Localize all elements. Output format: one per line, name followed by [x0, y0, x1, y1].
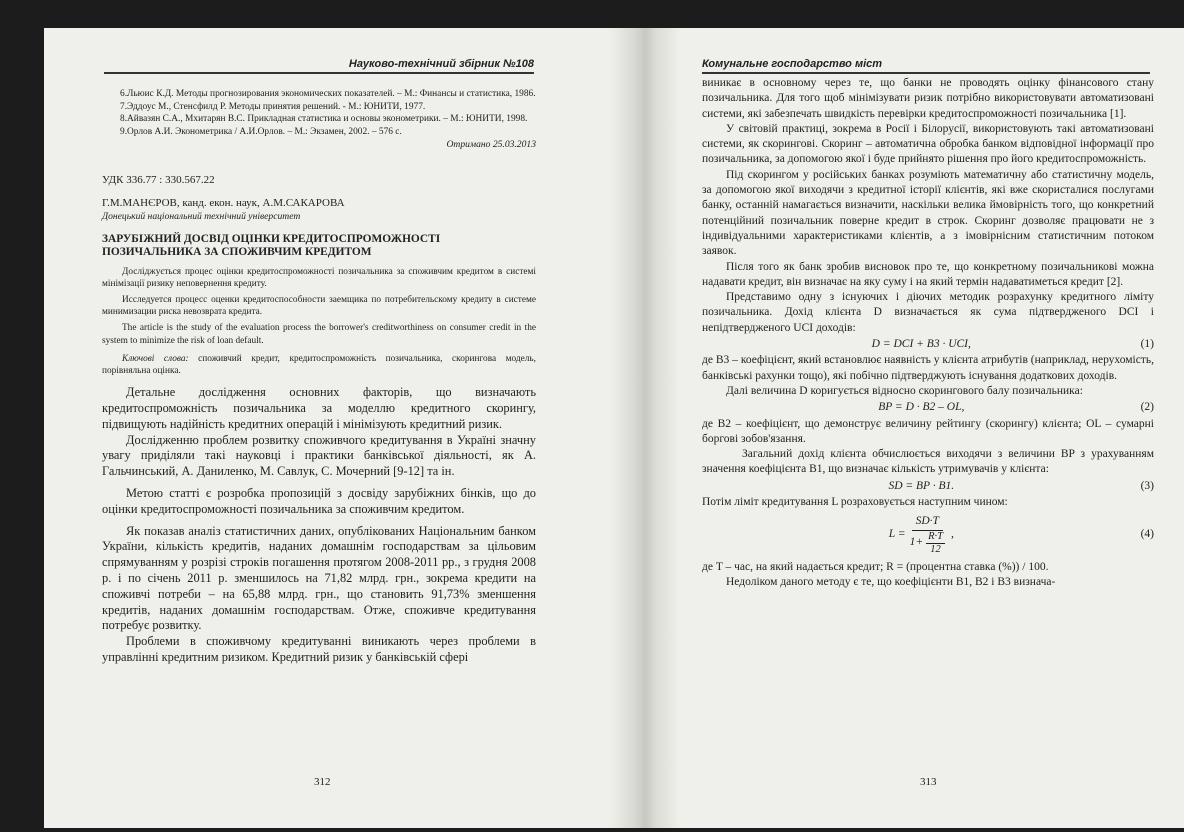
equation-4-inner-numerator: R·T	[928, 530, 943, 542]
equation-3-number: (3)	[1140, 479, 1154, 492]
equation-4-body	[702, 514, 1141, 555]
paragraph: Під скорингом у російських банках розуміють математичну або статистичну модель, за допомогою якої виходячи з кредитної історії клієнтів, які вже скористалися послугами банку, останній намагається визначити, наскільки велика ймовірність того, що конкретний потенційний позичальник поверне кредит в строк. Скоринг дозволяє працювати не з індивідуальними характеристиками клієнтів, а з імовірнісним статистичним потоком заявок.	[702, 168, 1154, 258]
reference-item: 7.Эддоус М., Стенсфилд Р. Методы принятия решений. - М.: ЮНИТИ, 1977.	[120, 101, 426, 112]
book-spine	[610, 28, 680, 828]
left-page-content	[102, 88, 536, 666]
reference-item: 6.Льюис К.Д. Методы прогнозирования экономических показателей. – М.: Финансы и статистика, 1986.	[120, 89, 536, 99]
reference-item: 9.Орлов А.И. Эконометрика / А.И.Орлов. – М.: Экзамен, 2002. – 576 с.	[120, 126, 402, 137]
equation-3-body: SD = BP · B1.	[888, 479, 955, 492]
paragraph: Загальний дохід клієнта обчислюється виходячи з величини BP з урахуванням значення коефіцієнта B1, що визначає кількість утримувачів у клієнта:	[702, 448, 1154, 476]
paragraph: де B2 – коефіцієнт, що демонструє величину рейтингу (скорингу) клієнта; OL – сумарні боргові зобов'язання.	[702, 417, 1154, 445]
keywords-text: споживчий кредит, кредитоспроможність позичальника, скорингова модель, порівняльна оцінка.	[102, 353, 536, 376]
abstract-uk: Досліджується процес оцінки кредитоспроможності позичальника за споживчим кредитом в системі мінімізації ризику неповернення кредиту.	[102, 266, 536, 289]
right-page-content	[702, 76, 1154, 590]
equation-4-denominator	[910, 531, 945, 556]
left-body-text	[102, 385, 536, 666]
page-number-right: 313	[920, 776, 937, 788]
paragraph: Потім ліміт кредитування L розраховується наступним чином:	[702, 496, 1008, 509]
right-page-header: Комунальне господарство міст	[702, 58, 1150, 74]
equation-4-lhs: L =	[888, 528, 906, 541]
abstract-ru: Исследуется процесс оценки кредитоспособности заемщика по потребительскому кредиту в системе минимизации риска невозврата кредита.	[102, 294, 536, 318]
paragraph: Як показав аналіз статистичних даних, опублікованих Національним банком України, кількість кредитів, наданих домашнім господарствам за цільовим спрямуванням у розрізі строків погашення протягом 2008-2011 рр., з грудня 2008 р. і по січень 2011 р. зменшилось на 71,82 млрд. грн., зокрема кредити на споживчі потреби – на 65,88 млрд. грн., що становить 91,73% зменшення кредитів, наданих домашнім господарствам. Отже, споживче кредитування потребує розвитку.	[102, 523, 536, 633]
equation-2-number: (2)	[1140, 401, 1154, 414]
udc-code: УДК 336.77 : 330.567.22	[102, 173, 215, 186]
equation-4-numerator: SD·T	[912, 514, 943, 530]
left-page	[44, 28, 610, 828]
equation-1-body: D = DCI + B3 · UCI,	[871, 338, 971, 351]
reference-item: 8.Айвазян С.А., Мхитарян В.С. Прикладная статистика и основы эконометрики. – М.: ЮНИТИ, 1998.	[120, 114, 528, 125]
paragraph: Дослідженню проблем розвитку споживчого кредитування в Україні значну увагу приділяли такі науковці і практики банківської діяльності, як А. Гальчинський, А. Даниленко, М. Савлук, С. Мочерний [9-12] та ін.	[102, 432, 536, 479]
abstract-en: The article is the study of the evaluation process the borrower's creditworthiness on consumer credit in the system to minimize the risk of loan default.	[102, 323, 536, 346]
equation-4-number: (4)	[1140, 528, 1154, 541]
equation-4-inner-denominator: 12	[930, 543, 941, 555]
equation-4-inner-fraction	[926, 531, 945, 556]
paragraph: Представимо одну з існуючих і діючих методик розрахунку кредитного ліміту позичальника. Дохід клієнта D визначається як сума підтвердженого DCI і непідтвердженого UCI доходів:	[702, 291, 1154, 334]
equation-4-fraction	[910, 514, 945, 555]
equation-4-one-plus: 1+	[909, 536, 924, 549]
keywords	[102, 353, 536, 377]
article-title: ЗАРУБІЖНИЙ ДОСВІД ОЦІНКИ КРЕДИТОСПРОМОЖНОСТІ ПОЗИЧАЛЬНИКА ЗА СПОЖИВЧИМ КРЕДИТОМ	[102, 232, 441, 259]
equation-2-body: BP = D · B2 – OL,	[878, 401, 965, 414]
paragraph: де B3 – коефіцієнт, який встановлює наявність у клієнта атрибутів (наприклад, нерухомість, банківські рахунки тощо), які побічно підтверджують існування додаткових доходів.	[702, 354, 1154, 382]
paragraph: Після того як банк зробив висновок про те, що конкретному позичальникові можна надавати кредит, він визначає на яку суму і на який термін надаватиметься кредит [2].	[702, 260, 1154, 288]
paragraph: де T – час, на який надається кредит; R = (процентна ставка (%)) / 100.	[702, 560, 1049, 573]
affiliation: Донецький національний технічний університет	[102, 211, 301, 223]
equation-2	[702, 400, 1154, 415]
paragraph: Проблеми в споживчому кредитуванні виникають через проблеми в управлінні кредитним ризиком. Кредитний ризик у банківській сфері	[102, 634, 536, 664]
paragraph: У світовій практиці, зокрема в Росії і Білорусії, використовують такі автоматизовані системи, як скорингові. Скоринг – автоматична обробка банком відповідної інформації про позичальника, за допомогою якої і буде прийнято рішення про його кредитоспроможність.	[702, 122, 1154, 166]
right-page	[680, 28, 1184, 828]
paragraph: Детальне дослідження основних факторів, що визначають кредитоспроможність позичальника за моделлю кредитного скорингу, підвищують надійність кредитних операцій і мінімізують кредитний ризик.	[102, 385, 536, 431]
equation-1-number: (1)	[1140, 338, 1154, 351]
equation-4-comma: ,	[950, 528, 954, 541]
equation-1	[702, 337, 1154, 352]
equation-4	[702, 514, 1154, 555]
authors: Г.М.МАНЄРОВ, канд. екон. наук, А.М.САКАРОВА	[102, 196, 345, 209]
received-date: Отримано 25.03.2013	[446, 139, 536, 151]
paragraph: Недоліком даного методу є те, що коефіцієнти B1, B2 і B3 визнача-	[726, 575, 1056, 588]
paragraph: виникає в основному через те, що банки не проводять оцінку фінансового стану позичальника. Для того щоб мінімізувати ризик потрібно використовувати автоматизовані системи, які забезпечать швидкість перевірки кредитоспроможності позичальника [1].	[702, 77, 1154, 120]
reference-list	[102, 88, 536, 138]
keywords-label: Ключові слова:	[122, 353, 189, 364]
equation-3	[702, 479, 1154, 494]
page-number-left: 312	[314, 776, 331, 788]
paragraph: Далі величина D коригується відносно скорингового балу позичальника:	[726, 384, 1083, 397]
book-spread	[44, 28, 1184, 828]
paragraph: Метою статті є розробка пропозицій з досвіду зарубіжних бінків, що до оцінки кредитоспроможності позичальника за споживчим кредитом.	[102, 485, 536, 516]
left-page-header: Науково-технічний збірник №108	[104, 58, 534, 74]
